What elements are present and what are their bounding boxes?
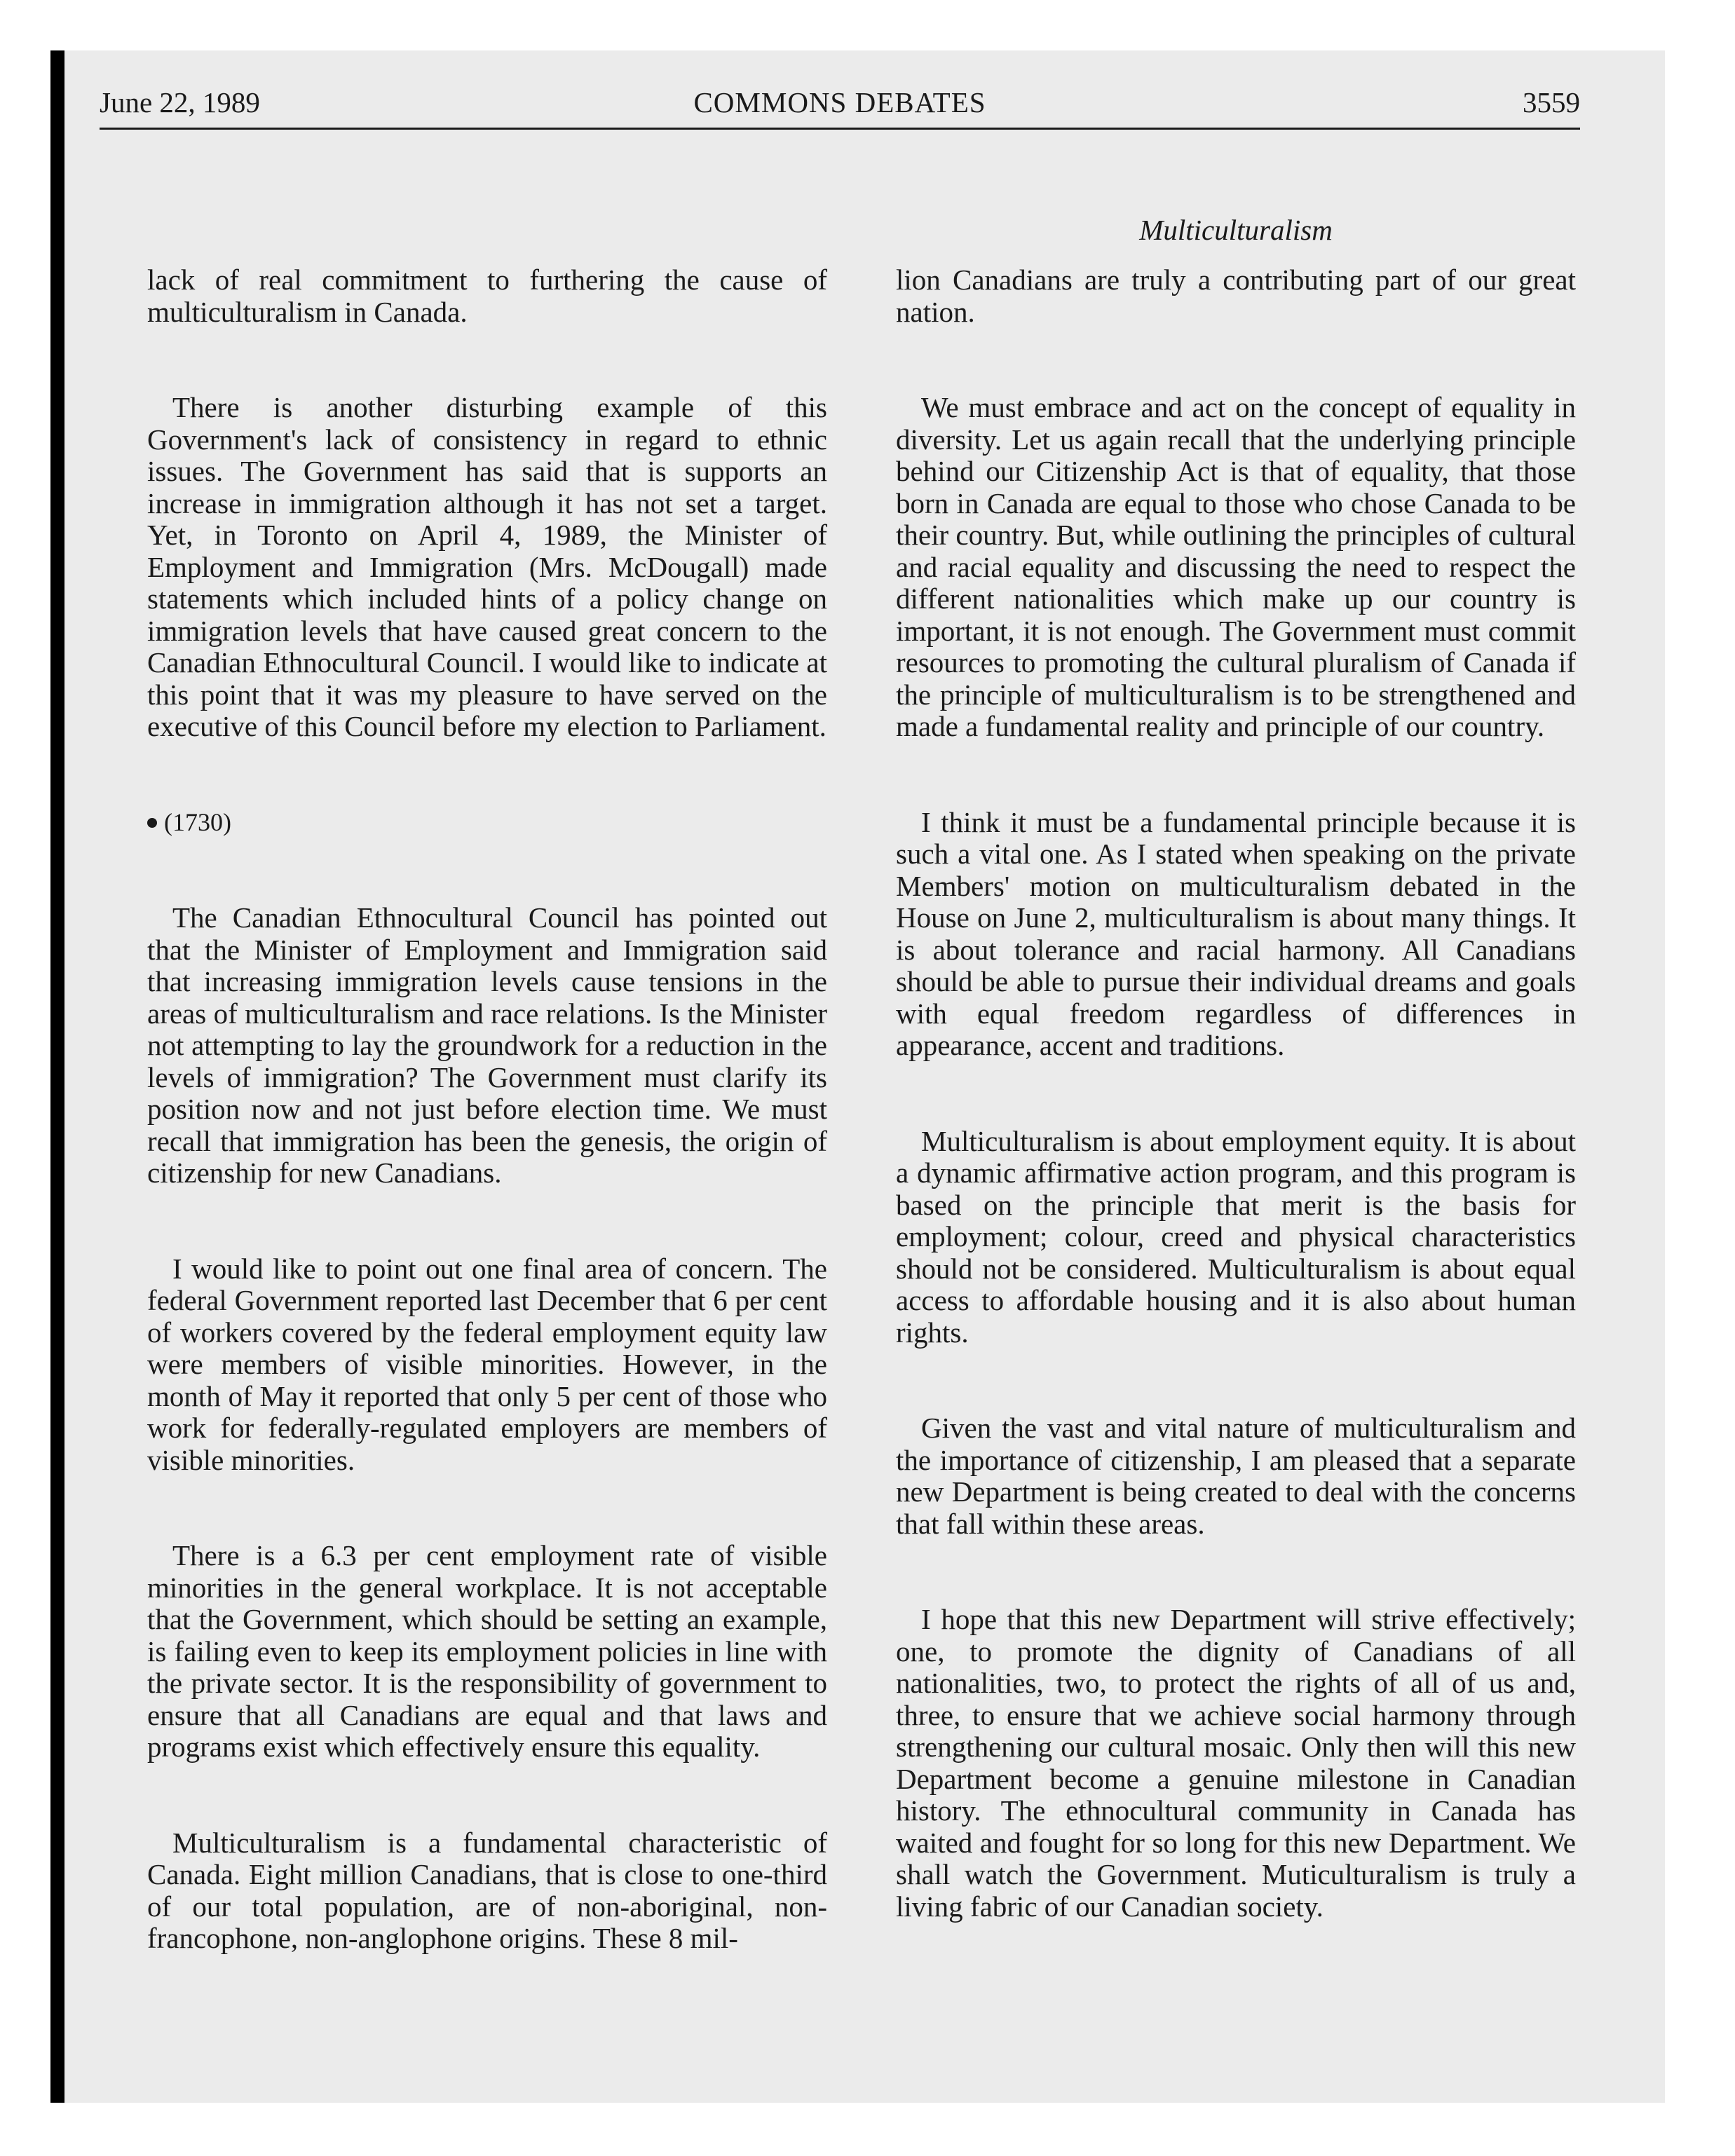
left-column [147, 264, 827, 1955]
paragraph: I think it must be a fundamental principle because it is such a vital one. As I stated when speaking on the private Members' motion on multiculturalism debated in the House on June 2, multiculturalism is about many things. It is about tolerance and racial harmony. All Canadians should be able to pursue their individual dreams and goals with equal freedom regardless of differences in appearance, accent and traditions. [896, 805, 1576, 1061]
paragraph: There is a 6.3 per cent employment rate of visible minorities in the general workplace. It is not acceptable that the Government, which should be setting an example, is failing even to keep its employment policies in line with the private sector. It is the responsibility of government to ensure that all Canadians are equal and that laws and programs exist which effectively ensure this equality. [147, 1539, 827, 1763]
paragraph: There is another disturbing example of this Government's lack of consistency in regard to ethnic issues. The Government has said that is supports an increase in immigration although it has not set a target. Yet, in Toronto on April 4, 1989, the Minister of Employment and Immigration (Mrs. McDougall) made statements which included hints of a policy change on immigration levels that have caused great concern to the Canadian Ethnocultural Council. I would like to indicate at this point that it was my pleasure to have served on the executive of this Council before my election to Parliament. [147, 391, 827, 742]
time-marker-label: (1730) [164, 807, 231, 836]
paragraph: Multiculturalism is about employment equity. It is about a dynamic affirmative action program, and this program is based on the principle that merit is the basis for employment; colour, creed and physical characteristics should not be considered. Multiculturalism is about equal access to affordable housing and it is also about human rights. [896, 1124, 1576, 1349]
header-rule [100, 128, 1580, 130]
time-marker [147, 807, 827, 839]
paragraph: lack of real commitment to furthering the cause of multiculturalism in Canada. [147, 264, 827, 328]
section-heading: Multiculturalism [1139, 214, 1333, 246]
scan-edge [50, 50, 64, 2103]
header-page-number: 3559 [1523, 86, 1580, 118]
paragraph: I would like to point out one final area of concern. The federal Government reported last December that 6 per cent of workers covered by the federal employment equity law were members of visible minorities. However, in the month of May it reported that only 5 per cent of those who work for federally-regulated employers are members of visible minorities. [147, 1252, 827, 1476]
right-column [896, 264, 1576, 1923]
running-head [100, 80, 1580, 125]
paragraph: We must embrace and act on the concept of equality in diversity. Let us again recall that the underlying principle behind our Citizenship Act is that of equality, that those born in Canada are equal to those who chose Canada to be their country. But, while outlining the principles of cultural and racial equality and discussing the need to respect the different nationalities which make up our country is important, it is not enough. The Government must commit resources to promoting the cultural pluralism of Canada if the principle of multiculturalism is to be strengthened and made a fundamental reality and principle of our country. [896, 391, 1576, 742]
paragraph: lion Canadians are truly a contributing part of our great nation. [896, 264, 1576, 328]
paragraph: The Canadian Ethnocultural Council has pointed out that the Minister of Employment and Immigration said that increasing immigration levels cause tensions in the areas of multiculturalism and race relations. Is the Minister not attempting to lay the groundwork for a reduction in the levels of immigration? The Government must clarify its position now and not just before election time. We must recall that immigration has been the genesis, the origin of citizenship for new Canadians. [147, 901, 827, 1189]
paragraph: Given the vast and vital nature of multiculturalism and the importance of citizenship, I am pleased that a separate new Department is being created to deal with the concerns that fall within these areas. [896, 1412, 1576, 1540]
paragraph: I hope that this new Department will strive effectively; one, to promote the dignity of Canadians of all nationalities, two, to protect the rights of all of us and, three, to ensure that we achieve social harmony through strengthening our cultural mosaic. Only then will this new Department become a genuine milestone in Canadian history. The ethnocultural community in Canada has waited and fought for so long for this new Department. We shall watch the Government. Muticulturalism is truly a living fabric of our Canadian society. [896, 1603, 1576, 1923]
paragraph: Multiculturalism is a fundamental characteristic of Canada. Eight million Canadians, that is close to one-third of our total population, are of non-aboriginal, non-francophone, non-anglophone origins. These 8 mil- [147, 1826, 827, 1954]
header-date: June 22, 1989 [100, 86, 260, 118]
header-title: COMMONS DEBATES [693, 86, 986, 118]
bullet-icon [147, 818, 157, 828]
